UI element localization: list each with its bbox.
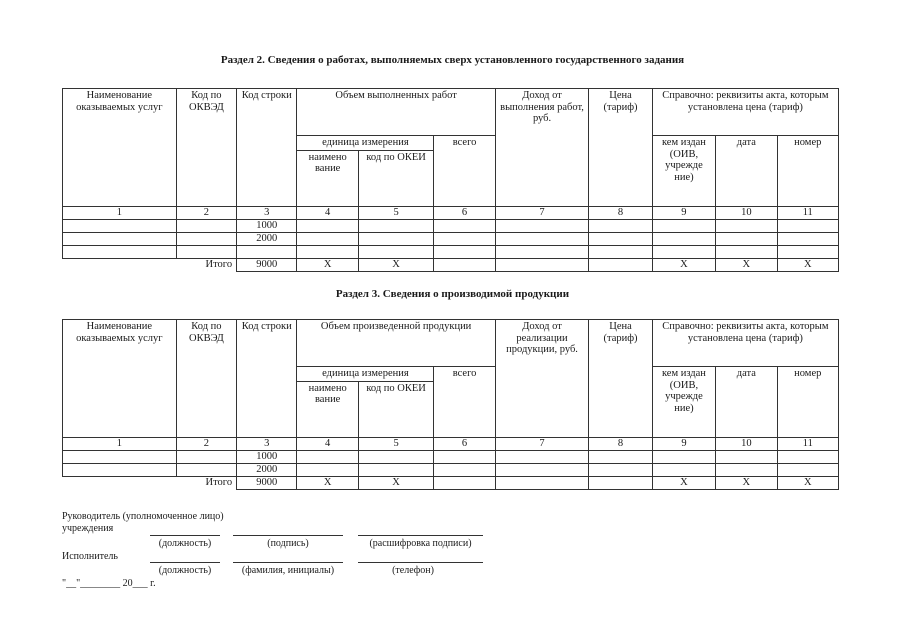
- table-row: [63, 245, 839, 258]
- table-cell[interactable]: [589, 476, 652, 489]
- header-unit-okei: код по ОКЕИ: [358, 150, 433, 206]
- total-x: X: [652, 258, 715, 271]
- table-cell[interactable]: [495, 476, 589, 489]
- header-income: Доход от выполнения работ, руб.: [495, 89, 589, 207]
- header-reference: Справочно: реквизиты акта, которым установлена цена (тариф): [652, 89, 838, 136]
- column-number: 10: [716, 437, 777, 450]
- header-date: дата: [716, 367, 777, 438]
- header-volume: Объем произведенной продукции: [297, 320, 495, 367]
- column-number: 3: [237, 206, 297, 219]
- header-date: дата: [716, 136, 777, 207]
- date-line[interactable]: "__"________ 20___ г.: [62, 578, 156, 589]
- header-price: Цена (тариф): [589, 320, 652, 438]
- header-unit: единица измерения: [297, 367, 434, 382]
- header-unit-okei: код по ОКЕИ: [358, 381, 433, 437]
- table-cell[interactable]: [358, 219, 433, 232]
- table-cell[interactable]: [495, 245, 589, 258]
- column-number: 2: [176, 437, 236, 450]
- header-okved: Код по ОКВЭД: [176, 320, 236, 438]
- header-total: всего: [434, 367, 495, 438]
- table-cell[interactable]: [652, 219, 715, 232]
- column-number: 6: [434, 206, 495, 219]
- table-cell[interactable]: [297, 463, 358, 476]
- table-cell[interactable]: [63, 245, 177, 258]
- header-income: Доход от реализации продукции, руб.: [495, 320, 589, 438]
- total-code: 9000: [237, 476, 297, 489]
- table-cell[interactable]: [434, 232, 495, 245]
- total-x: X: [777, 258, 838, 271]
- header-total: всего: [434, 136, 495, 207]
- header-unit-name: наимено вание: [297, 150, 358, 206]
- table-cell[interactable]: [63, 450, 177, 463]
- executor-phone-line[interactable]: [358, 562, 483, 563]
- table-cell[interactable]: [589, 232, 652, 245]
- executor-name-line[interactable]: [233, 562, 343, 563]
- table-cell[interactable]: [716, 450, 777, 463]
- header-okved: Код по ОКВЭД: [176, 89, 236, 207]
- table-cell[interactable]: [358, 245, 433, 258]
- column-number: 1: [63, 206, 177, 219]
- section-3-table: [62, 319, 839, 490]
- row-code: 2000: [237, 232, 297, 245]
- header-volume: Объем выполненных работ: [297, 89, 495, 136]
- section-3-title: Раздел 3. Сведения о производимой продукции: [335, 288, 570, 300]
- column-number: 11: [777, 206, 838, 219]
- head-position-line[interactable]: [150, 535, 220, 536]
- table-cell[interactable]: [63, 219, 177, 232]
- table-cell[interactable]: [777, 232, 838, 245]
- column-number: 9: [652, 437, 715, 450]
- header-row-code: Код строки: [237, 89, 297, 207]
- column-number: 8: [589, 206, 652, 219]
- table-cell[interactable]: [777, 450, 838, 463]
- column-number: 4: [297, 437, 358, 450]
- total-row: [63, 258, 839, 271]
- table-cell[interactable]: [716, 232, 777, 245]
- row-code: 2000: [237, 463, 297, 476]
- table-cell[interactable]: [297, 219, 358, 232]
- table-cell[interactable]: [434, 258, 495, 271]
- executor-position-line[interactable]: [150, 562, 220, 563]
- table-cell[interactable]: [495, 232, 589, 245]
- table-cell[interactable]: [176, 232, 236, 245]
- total-label: Итого: [63, 258, 237, 271]
- header-unit-name: наимено вание: [297, 381, 358, 437]
- table-cell[interactable]: [652, 463, 715, 476]
- table-row: [63, 232, 839, 245]
- column-number: 10: [716, 206, 777, 219]
- total-x: X: [716, 476, 777, 489]
- section-2-title: Раздел 2. Сведения о работах, выполняемых сверх установленного государственного задания: [220, 54, 685, 66]
- header-number: номер: [777, 136, 838, 207]
- table-cell[interactable]: [652, 450, 715, 463]
- header-unit: единица измерения: [297, 136, 434, 151]
- row-code: 1000: [237, 219, 297, 232]
- table-row: [63, 450, 839, 463]
- head-label-institution: учреждения: [62, 523, 114, 534]
- table-cell[interactable]: [589, 245, 652, 258]
- total-x: X: [777, 476, 838, 489]
- executor-label: Исполнитель: [62, 551, 118, 562]
- column-number: 5: [358, 206, 433, 219]
- table-row: [63, 219, 839, 232]
- table-cell[interactable]: [358, 450, 433, 463]
- total-x: X: [297, 476, 358, 489]
- total-x: X: [652, 476, 715, 489]
- table-cell[interactable]: [297, 232, 358, 245]
- column-number: 7: [495, 437, 589, 450]
- table-cell[interactable]: [495, 450, 589, 463]
- column-number: 3: [237, 437, 297, 450]
- table-cell[interactable]: [176, 219, 236, 232]
- head-signature-line[interactable]: [233, 535, 343, 536]
- table-cell[interactable]: [589, 219, 652, 232]
- column-number: 2: [176, 206, 236, 219]
- row-code: 1000: [237, 450, 297, 463]
- table-cell[interactable]: [716, 219, 777, 232]
- table-cell[interactable]: [434, 450, 495, 463]
- column-number: 6: [434, 437, 495, 450]
- table-cell[interactable]: [716, 463, 777, 476]
- table-cell[interactable]: [434, 476, 495, 489]
- head-label: Руководитель (уполномоченное лицо): [62, 511, 224, 522]
- table-cell[interactable]: [434, 245, 495, 258]
- table-cell[interactable]: [652, 245, 715, 258]
- table-cell[interactable]: [495, 258, 589, 271]
- table-cell[interactable]: [589, 463, 652, 476]
- table-cell[interactable]: [63, 463, 177, 476]
- column-number: 4: [297, 206, 358, 219]
- table-cell[interactable]: [589, 450, 652, 463]
- table-cell[interactable]: [495, 219, 589, 232]
- table-cell[interactable]: [176, 245, 236, 258]
- table-cell[interactable]: [716, 245, 777, 258]
- table-row: [63, 463, 839, 476]
- table-cell[interactable]: [495, 463, 589, 476]
- fio-caption: (фамилия, инициалы): [241, 565, 335, 576]
- header-number: номер: [777, 367, 838, 438]
- column-number: 11: [777, 437, 838, 450]
- column-number: 9: [652, 206, 715, 219]
- table-cell[interactable]: [237, 245, 297, 258]
- header-service-name: Наименование оказываемых услуг: [63, 320, 177, 438]
- table-cell[interactable]: [434, 463, 495, 476]
- total-code: 9000: [237, 258, 297, 271]
- table-cell[interactable]: [777, 245, 838, 258]
- table-cell[interactable]: [358, 232, 433, 245]
- header-issuer: кем издан (ОИВ, учрежде ние): [652, 136, 715, 207]
- total-x: X: [358, 476, 433, 489]
- total-label: Итого: [63, 476, 237, 489]
- head-decode-line[interactable]: [358, 535, 483, 536]
- column-number: 5: [358, 437, 433, 450]
- phone-caption: (телефон): [392, 565, 434, 576]
- column-number: 7: [495, 206, 589, 219]
- table-cell[interactable]: [358, 463, 433, 476]
- table-cell[interactable]: [777, 463, 838, 476]
- decode-caption: (расшифровка подписи): [369, 538, 472, 549]
- table-cell[interactable]: [63, 232, 177, 245]
- column-numbers-row: [63, 437, 839, 450]
- table-cell[interactable]: [434, 219, 495, 232]
- header-price: Цена (тариф): [589, 89, 652, 207]
- table-cell[interactable]: [652, 232, 715, 245]
- column-number: 8: [589, 437, 652, 450]
- total-x: X: [297, 258, 358, 271]
- header-row-code: Код строки: [237, 320, 297, 438]
- table-cell[interactable]: [176, 450, 236, 463]
- column-number: 1: [63, 437, 177, 450]
- position-caption: (должность): [158, 538, 212, 549]
- header-service-name: Наименование оказываемых услуг: [63, 89, 177, 207]
- column-numbers-row: [63, 206, 839, 219]
- executor-position-caption: (должность): [158, 565, 212, 576]
- total-row: [63, 476, 839, 489]
- table-cell[interactable]: [297, 245, 358, 258]
- table-cell[interactable]: [777, 219, 838, 232]
- table-cell[interactable]: [297, 450, 358, 463]
- table-cell[interactable]: [589, 258, 652, 271]
- table-cell[interactable]: [176, 463, 236, 476]
- total-x: X: [358, 258, 433, 271]
- header-issuer: кем издан (ОИВ, учрежде ние): [652, 367, 715, 438]
- total-x: X: [716, 258, 777, 271]
- section-2-table: [62, 88, 839, 272]
- signature-caption: (подпись): [267, 538, 309, 549]
- header-reference: Справочно: реквизиты акта, которым установлена цена (тариф): [652, 320, 838, 367]
